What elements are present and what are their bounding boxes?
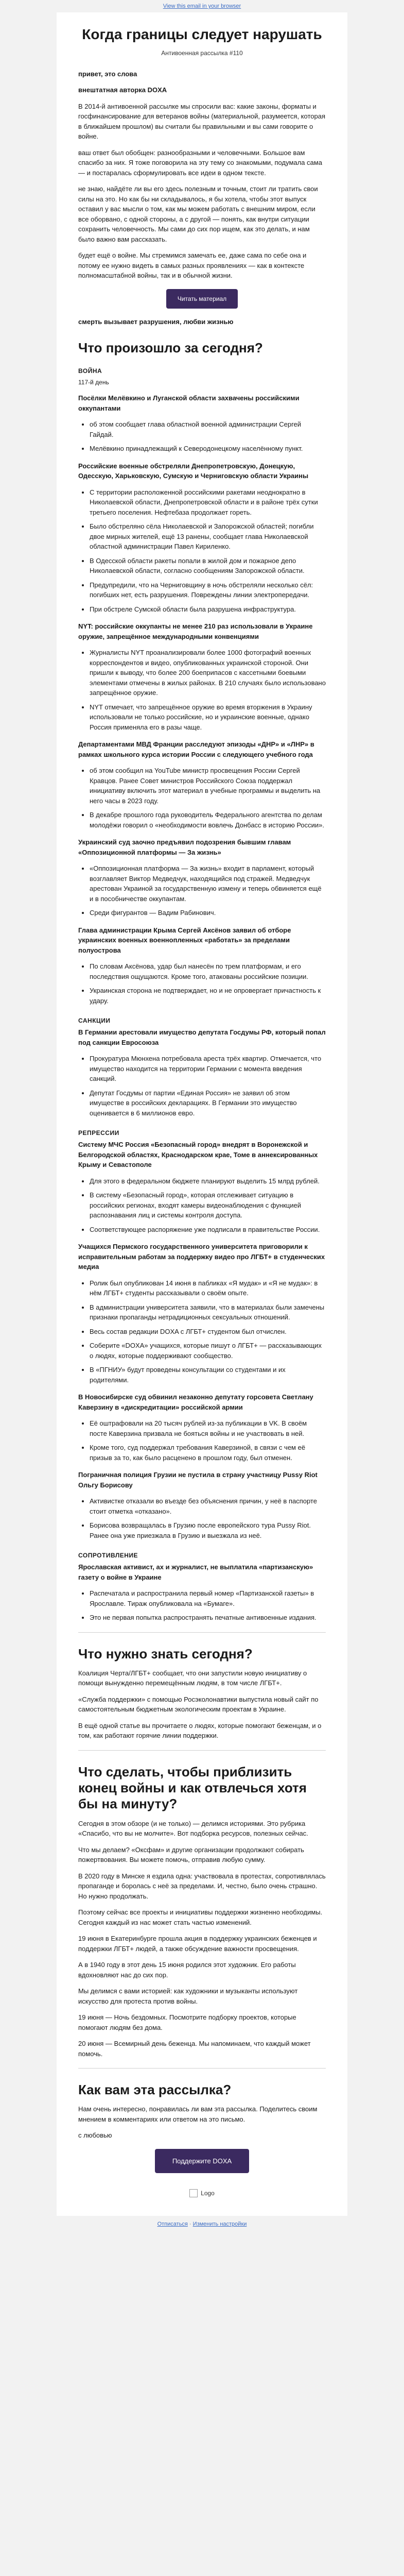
list-item: • об этом сообщает глава областной военной администрации Сергей Гайдай. [90,419,326,439]
news-list [78,419,326,454]
section-title-need-to-know: Что нужно знать сегодня? [78,1646,253,1662]
news-headline: В Германии арестовали имущество депутата Госдумы РФ, который попал под санкции Евросоюза [78,1028,326,1046]
newsletter-card [57,12,347,2216]
list-item: • Журналисты NYT проанализировали более 1000 фотографий военных корреспондентов и видео, опубликованных украинской стороной. Они пришли к выводу, что более 200 боеприпасов с кассетными боевыми элементами отмечены в жилых районах. В 210 случаях было использовано запрещённое оружие. [90,648,326,698]
news-headline: Ярославская активист, ах и журналист, не выплатила «партизанскую» газету о войне в Украине [78,1563,313,1581]
sanctions-heading: САНКЦИИ [78,1017,111,1025]
news-list [78,487,326,615]
war-heading: ВОЙНА [78,367,102,375]
tagline: смерть вызывает разрушения, любви жизнью [78,317,234,326]
news-list [78,1176,326,1235]
read-material-button[interactable]: Читать материал [166,289,238,309]
paragraph: Поэтому сейчас все проекты и инициативы поддержки жизненно необходимы. Сегодня каждый из нас может стать частью изменений. [78,1908,323,1926]
news-list [78,766,326,830]
news-list [78,1278,326,1385]
paragraph: Нам очень интересно, понравилась ли вам эта рассылка. Поделитесь своим мнением в комментариях или ответом на это письмо. [78,2105,318,2123]
news-list [78,1054,326,1118]
page-title: Когда границы следует нарушать [82,26,322,42]
list-item: • Борисова возвращалась в Грузию после европейского тура Pussy Riot. Ранее она уже приезжала в Грузию и выезжала из неё. [90,1520,326,1540]
divider [78,2068,326,2069]
section-title-what-to-do: Что сделать, чтобы приблизить конец войны и как отвлечься хотя бы на минуту? [78,1764,307,1812]
issue-number: Антивоенная рассылка #110 [161,49,243,57]
news-headline: Систему МЧС Россия «Безопасный город» внедрят в Воронежской и Белгородской областях, Краснодарском крае, Томе в аннексированных Крыму и Севастополе [78,1141,318,1169]
list-item: • В администрации университета заявили, что в материалах были замечены признаки пропаганды нетрадиционных сексуальных отношений. [90,1302,326,1323]
signoff: с любовью [78,2131,112,2140]
intro-paragraph: будет ещё о войне. Мы стремимся замечать ее, даже сама по себе она и потому ее нужно видеть в самых разных проявлениях — как в контексте полномасштабной войны, так и в обычной жизни. [78,251,307,280]
news-headline: Российские военные обстреляли Днепропетровскую, Донецкую, Одесскую, Харьковскую, Сумскую и Черниговскую области Украины [78,462,309,480]
news-headline: Департаментами МВД Франции расследуют эпизоды «ДНР» и «ЛНР» в рамках школьного курса истории России с следующего учебного года [78,740,314,758]
list-item: • Мелёвкино принадлежащий к Северодонецкому населённому пункт. [90,444,326,454]
section-title-what-happened: Что произошло за сегодня? [78,340,263,356]
news-list [78,961,326,1006]
footer-logo [78,2181,326,2200]
intro-paragraph: ваш ответ был обобщен: разнообразными и человечными. Большое вам спасибо за них. Я тоже поговорила на эту тему со знакомыми, подумала сама — и постаралась сформулировать все идеи в одном тексте. [78,148,322,177]
intro-paragraph: не знаю, найдёте ли вы его здесь полезным и точным, стоит ли тратить свои силы на это. Но как бы ни складывалось, я бы хотела, чтобы этот выпуск оставил у вас мысли о том, как мы можем работать с внешним миром, если все оборвано, с одной стороны, а с другой — понять, как внутри ситуации сохранить человечность. Мы сами до сих пор ищем, как это делать, и нам было важно вам рассказать. [78,185,318,243]
paragraph: 19 июня в Екатеринбурге прошла акция в поддержку украинских беженцев и поддержки ЛГБТ+ людей, а также обсуждение важности просвещения. [78,1935,317,1953]
news-headline: Украинский суд заочно предъявил подозрения бывшим главам «Оппозиционной платформы — За жизнь» [78,838,291,856]
news-list [78,1496,326,1540]
list-item: • Депутат Госдумы от партии «Единая Россия» не заявил об этом имуществе в российских декларациях. В Германии это имущество оценивается в 6 миллионов евро. [90,1088,326,1118]
paragraph: А в 1940 году в этот день 15 июня родился этот художник. Его работы вдохновляют нас до сих пор. [78,1961,296,1979]
list-item: • В декабре прошлого года руководитель Федерального агентства по делам молодёжи говорил о «необходимости вовлечь Донбасс в историю России». [90,810,326,830]
resistance-heading: СОПРОТИВЛЕНИЕ [78,1552,138,1560]
logo [189,2189,215,2198]
list-item: • Ролик был опубликован 14 июня в пабликах «Я мудак» и «Я не мудак»: в нём ЛГБТ+ студенты рассказывали о своём опыте. [90,1278,326,1298]
paragraph: В 2020 году в Минске я ездила одна: участвовала в протестах, сопротивлялась пропаганде и боролась с неё за пределами. И, честно, было очень страшно. Но нужно продолжать. [78,1872,326,1900]
unsubscribe-link[interactable]: Отписаться [157,2221,188,2227]
footer-links: Отписаться · Изменить настройки [157,2221,247,2227]
news-headline: Глава администрации Крыма Сергей Аксёнов заявил об отборе украинских военных военнопленных «работать» за пределами полуострова [78,926,291,954]
paragraph: «Служба поддержки» с помощью Росэколонавтики выпустила новый сайт по самостоятельным бюджетным экологическим проектам в Украине. [78,1695,319,1714]
cta-wrap [78,289,326,309]
divider [78,1632,326,1633]
browser-view-bar [0,0,404,12]
paragraph: Мы делимся с вами историей: как художники и музыканты используют искусство для протеста против войны. [78,1987,298,2005]
news-list [78,863,326,918]
list-item: • В «ПГНИУ» будут проведены консультации со студентами и их родителями. [90,1365,326,1385]
list-item: • При обстреле Сумской области была разрушена инфраструктура. [90,604,326,615]
paragraph: 20 июня — Всемирный день беженца. Мы напоминаем, что каждый может помочь. [78,2040,311,2058]
section-title-feedback: Как вам эта рассылка? [78,2082,232,2098]
divider [78,1750,326,1751]
view-in-browser-link[interactable]: View this email in your browser [163,3,241,9]
preferences-link[interactable]: Изменить настройки [192,2221,247,2227]
list-item: • «Оппозиционная платформа — За жизнь» входит в парламент, который возглавляет Виктор Медведчук, находящийся под стражей. Медведчук арестован Украиной за государственную измену и теперь обвиняется ещё и в пособничестве оккупантам. [90,863,326,904]
news-headline: Пограничная полиция Грузии не пустила в страну участницу Pussy Riot Ольгу Борисову [78,1471,318,1489]
paragraph: Сегодня в этом обзоре (и не только) — делимся историями. Это рубрика «Спасибо, что вы не молчите». Вот подборка ресурсов, полезных сейчас. [78,1819,308,1838]
list-item: • Для этого в федеральном бюджете планируют выделить 15 млрд рублей. [90,1176,326,1187]
war-day: 117-й день [78,379,109,386]
list-item: • Это не первая попытка распространять печатные антивоенные издания. [90,1613,326,1623]
list-item: • Предупредили, что на Черниговщину в ночь обстреляли несколько сёл: погибших нет, есть разрушения. Повреждены линии электропередачи. [90,580,326,600]
cta-wrap [78,2149,326,2174]
list-item: • Было обстреляно сёла Николаевской и Запорожской областей; погибли двое мирных жителей, ещё 13 ранены, сообщает глава Николаевской областной администрации Павел Кириленко. [90,521,326,552]
news-headline: NYT: российские оккупанты не менее 210 раз использовали в Украине оружие, запрещённое международными конвенциями [78,622,313,640]
list-item: • Украинская сторона не подтверждает, но и не опровергает причастность к удару. [90,986,326,1006]
list-item: • В Одесской области ракеты попали в жилой дом и пожарное депо Николаевской области, согласно сообщениям Запорожской области. [90,556,326,576]
intro-paragraph: В 2014-й антивоенной рассылке мы спросили вас: какие законы, форматы и госфинансирование для ветеранов войны (материальной, разумеется, которая в ближайшем прошлом) вы считали бы правильными и вы сами говорите о войне. [78,102,325,141]
list-item: • Весь состав редакции DOXA с ЛГБТ+ студентом был отчислен. [90,1327,326,1337]
news-list [78,648,326,732]
list-item: • NYT отмечает, что запрещённое оружие во время вторжения в Украину использовали не только российские, но и украинские военные, однако Россия применяла его в разы чаще. [90,702,326,733]
list-item: • об этом сообщил на YouTube министр просвещения России Сергей Кравцов. Ранее Совет министров Российского Союза поддержал инициативу включить этот материал в учебные программы и выделить на него часы в 2023 году. [90,766,326,806]
list-item: • Среди фигурантов — Вадим Рабинович. [90,908,326,918]
paragraph: Что мы делаем? «Оксфам» и другие организации продолжают собирать пожертвования. Вы можете помочь, отправив любую сумму. [78,1845,304,1864]
list-item: • Прокуратура Мюнхена потребовала ареста трёх квартир. Отмечается, что имущество находится на территории Германии с момента введения санкций. [90,1054,326,1084]
support-doxa-button[interactable]: Поддержите DOXA [155,2149,249,2174]
list-item: • Соберите «DOXA» учащихся, которые пишут о ЛГБТ+ — рассказывающих о людях, которые поддерживают сообщество. [90,1341,326,1361]
news-list [78,1418,326,1463]
list-item: • Активистке отказали во въезде без объяснения причин, у неё в паспорте стоит отметка «отказано». [90,1496,326,1516]
list-item: • Соответствующее распоряжение уже подписали в правительстве России. [90,1225,326,1235]
list-item: • Распечатала и распространила первый номер «Партизанской газеты» в Ярославле. Тираж опубликовала на «Бумаге». [90,1588,326,1608]
news-headline: В Новосибирске суд обвинил незаконно депутату горсовета Светлану Каверзину в «дискредитации» российской армии [78,1393,313,1411]
paragraph: В ещё одной статье вы прочитаете о людях, которые помогают беженцам, и о том, как работают горячие линии поддержки. [78,1721,322,1740]
news-list [78,1588,326,1623]
paragraph: 19 июня — Ночь бездомных. Посмотрите подборку проектов, которые помогают людям без дома. [78,2013,296,2031]
greeting: привет, это слова [78,70,137,78]
list-item: • В систему «Безопасный город», которая отслеживает ситуацию в российских регионах, входят камеры видеонаблюдения с функцией распознавания лиц и системы контроля доступа. [90,1190,326,1221]
news-headline: Посёлки Мелёвкино и Луганской области захвачены российскими оккупантами [78,394,300,412]
image-placeholder-icon [189,2189,198,2197]
paragraph: Коалиция Черта/ЛГБТ+ сообщает, что они запустили новую инициативу о помощи вынужденно перемещённым людям, в том числе ЛГБТ+. [78,1669,307,1687]
list-item: • С территории расположенной российскими ракетами неоднократно в Николаевской области, Днепропетровской области и в районе трёх сутки третьего поселения. Нефтебаза продолжает гореть. [90,487,326,518]
list-item: • По словам Аксёнова, удар был нанесён по трем платформам, и его последствия ощущаются. Кроме того, атакованы российские позиции. [90,961,326,981]
author-line: внештатная авторка DOXA [78,86,167,94]
logo-text: Logo [201,2190,215,2197]
list-item: • Её оштрафовали на 20 тысяч рублей из-за публикации в VK. В своём посте Каверзина призвала не бояться войны и не участвовать в ней. [90,1418,326,1438]
list-item: • Кроме того, суд поддержал требования Каверзиной, в связи с чем её призыв за то, как было расценено в прошлом году, был отменен. [90,1443,326,1463]
news-headline: Учащихся Пермского государственного университета приговорили к исправительным работам за поддержку видео про ЛГБТ+ в студенческих медиа [78,1243,325,1271]
repressions-heading: РЕПРЕССИИ [78,1129,119,1137]
